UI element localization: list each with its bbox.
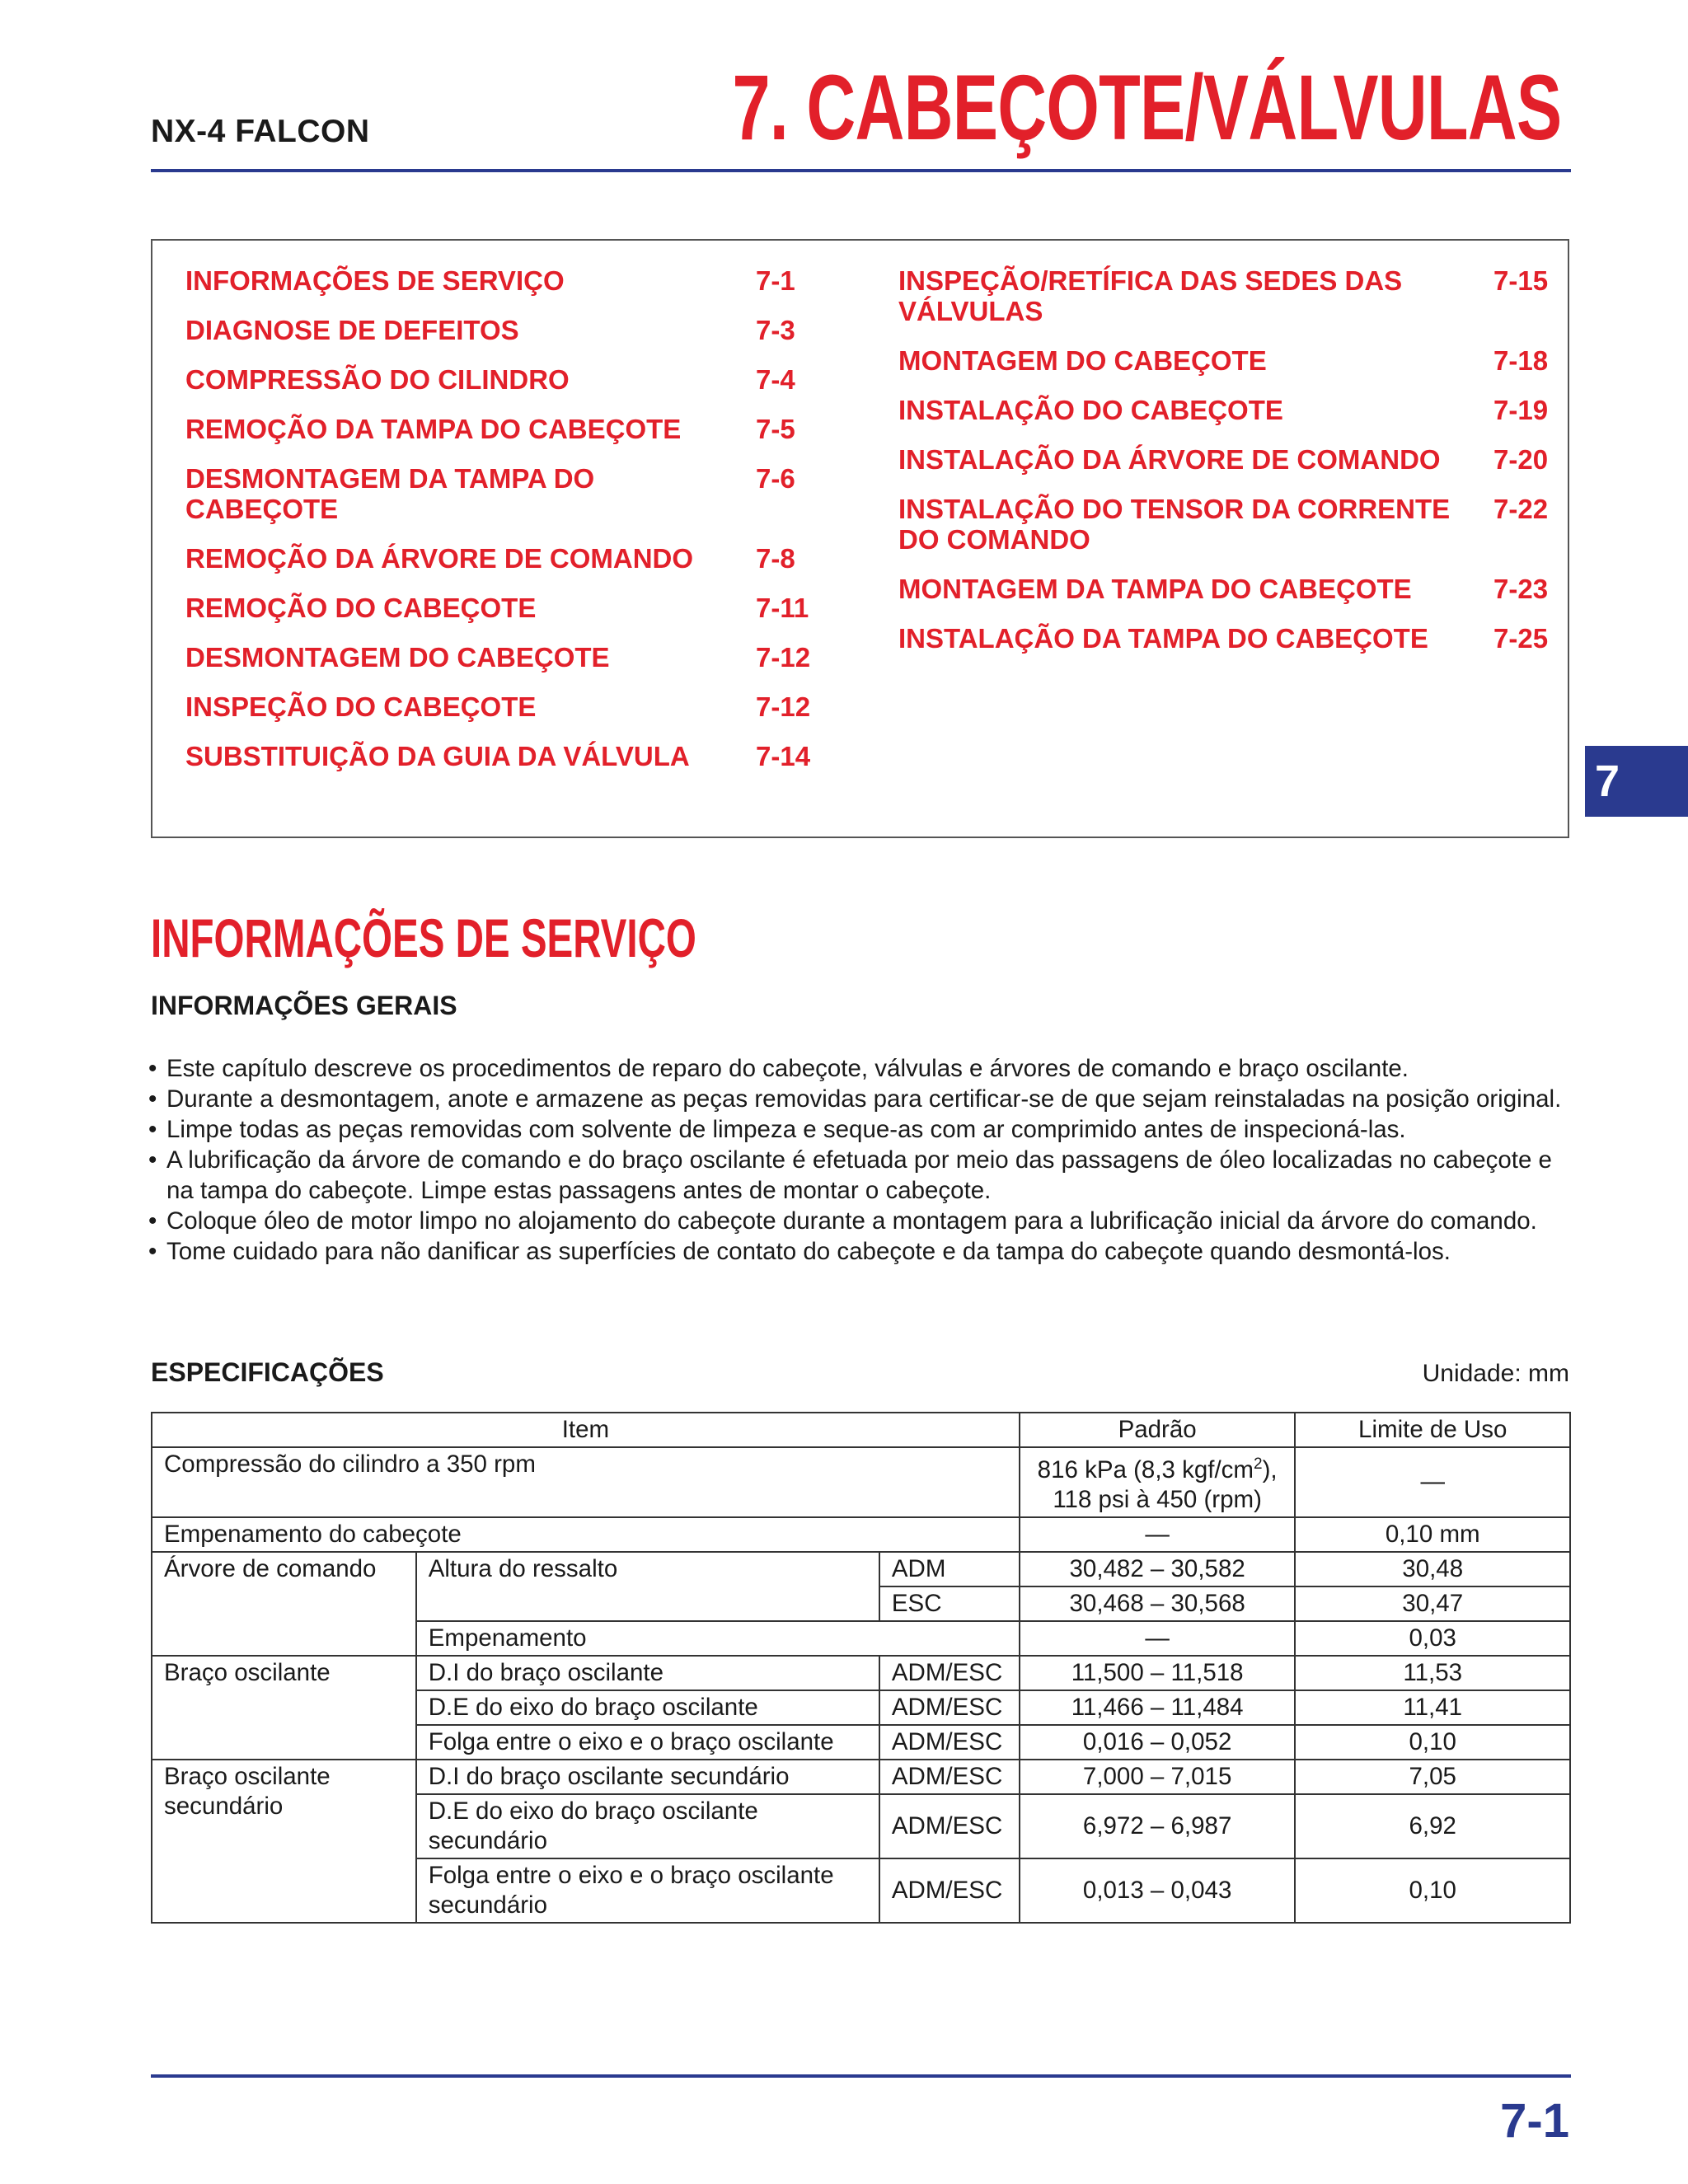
toc-page: 7-3	[756, 315, 795, 345]
toc-label: INSPEÇÃO/RETÍFICA DAS SEDES DAS VÁLVULAS	[898, 265, 1403, 326]
table-cell: 11,41	[1295, 1690, 1570, 1725]
table-cell: 0,10 mm	[1295, 1517, 1570, 1552]
model-name: NX-4 FALCON	[151, 114, 370, 149]
toc-page: 7-4	[756, 364, 795, 395]
chapter-tab-label: 7	[1595, 757, 1620, 806]
toc-entry[interactable]	[898, 574, 1550, 604]
toc-label: INSTALAÇÃO DA ÁRVORE DE COMANDO	[898, 444, 1441, 475]
table-cell: ADM/ESC	[879, 1725, 1020, 1760]
toc-entry[interactable]	[898, 265, 1550, 326]
table-cell: ADM/ESC	[879, 1794, 1020, 1858]
table-cell: ADM/ESC	[879, 1760, 1020, 1794]
table-cell: 0,10	[1295, 1725, 1570, 1760]
table-cell: ADM/ESC	[879, 1690, 1020, 1725]
toc-entry[interactable]	[185, 364, 812, 395]
toc-page: 7-25	[1493, 623, 1549, 654]
toc-label: INSPEÇÃO DO CABEÇOTE	[185, 691, 537, 722]
toc-label: INSTALAÇÃO DA TAMPA DO CABEÇOTE	[898, 623, 1428, 654]
toc-page: 7-12	[756, 642, 811, 673]
table-cell: D.E do eixo do braço oscilante secundário	[416, 1794, 879, 1858]
table-row	[152, 1552, 1570, 1586]
table-cell: Empenamento do cabeçote	[152, 1517, 1020, 1552]
table-of-contents	[151, 239, 1569, 838]
toc-page: 7-12	[756, 691, 811, 722]
standard-text: 118 psi à 450 (rpm)	[1053, 1485, 1262, 1513]
table-cell: 7,05	[1295, 1760, 1570, 1794]
table-cell: ADM/ESC	[879, 1858, 1020, 1923]
toc-entry[interactable]	[185, 315, 812, 345]
list-item: • A lubrificação da árvore de comando e do braço oscilante é efetuada por meio das passagens de óleo localizadas no cabeçote e na tampa do cabeçote. Limpe estas passagens antes de montar o cabeçote.	[148, 1145, 1574, 1206]
section-heading: INFORMAÇÕES DE SERVIÇO	[151, 907, 696, 968]
table-cell: Braço oscilante secundário	[152, 1760, 416, 1923]
toc-label: DESMONTAGEM DA TAMPA DO CABEÇOTE	[185, 463, 595, 524]
toc-entry[interactable]	[898, 623, 1550, 654]
list-item: • Durante a desmontagem, anote e armazene as peças removidas para certificar-se de que sejam reinstaladas na posição original.	[148, 1084, 1574, 1114]
table-cell: 6,972 – 6,987	[1020, 1794, 1296, 1858]
table-cell: ESC	[879, 1586, 1020, 1621]
table-cell: Altura do ressalto	[416, 1552, 879, 1621]
toc-label: REMOÇÃO DA ÁRVORE DE COMANDO	[185, 543, 694, 574]
toc-page: 7-6	[756, 463, 795, 494]
column-header-limit: Limite de Uso	[1295, 1413, 1570, 1447]
table-cell: —	[1295, 1447, 1570, 1517]
toc-entry[interactable]	[898, 345, 1550, 376]
list-item: • Este capítulo descreve os procedimentos de reparo do cabeçote, válvulas e árvores de comando e braço oscilante.	[148, 1053, 1574, 1084]
toc-label: REMOÇÃO DO CABEÇOTE	[185, 593, 537, 623]
toc-page: 7-8	[756, 543, 795, 574]
table-cell: ADM/ESC	[879, 1656, 1020, 1690]
toc-page: 7-5	[756, 414, 795, 444]
toc-page: 7-20	[1493, 444, 1549, 475]
toc-page: 7-15	[1493, 265, 1549, 296]
toc-entry[interactable]	[898, 444, 1550, 475]
table-row	[152, 1656, 1570, 1690]
list-item: • Tome cuidado para não danificar as superfícies de contato do cabeçote e da tampa do cabeçote quando desmontá-los.	[148, 1236, 1574, 1267]
table-cell: 7,000 – 7,015	[1020, 1760, 1296, 1794]
table-cell: —	[1020, 1517, 1296, 1552]
general-info-heading: INFORMAÇÕES GERAIS	[151, 991, 457, 1020]
table-row	[152, 1517, 1570, 1552]
toc-entry[interactable]	[185, 414, 812, 444]
toc-page: 7-11	[756, 593, 809, 623]
toc-label: REMOÇÃO DA TAMPA DO CABEÇOTE	[185, 414, 682, 444]
table-cell: 11,466 – 11,484	[1020, 1690, 1296, 1725]
table-cell: 0,10	[1295, 1858, 1570, 1923]
table-row	[152, 1447, 1570, 1517]
toc-label: MONTAGEM DA TAMPA DO CABEÇOTE	[898, 574, 1412, 604]
specifications-table	[151, 1412, 1571, 1924]
toc-entry[interactable]	[185, 741, 812, 771]
column-header-item: Item	[152, 1413, 1020, 1447]
specifications-heading: ESPECIFICAÇÕES	[151, 1357, 384, 1387]
toc-entry[interactable]	[185, 543, 812, 574]
toc-label: INFORMAÇÕES DE SERVIÇO	[185, 265, 565, 296]
toc-page: 7-23	[1493, 574, 1549, 604]
table-cell: Compressão do cilindro a 350 rpm	[152, 1447, 1020, 1517]
header-rule	[151, 169, 1571, 172]
toc-label: MONTAGEM DO CABEÇOTE	[898, 345, 1267, 376]
table-cell: 11,53	[1295, 1656, 1570, 1690]
list-item: • Limpe todas as peças removidas com solvente de limpeza e seque-as com ar comprimido antes de inspecioná-las.	[148, 1114, 1574, 1145]
toc-label: COMPRESSÃO DO CILINDRO	[185, 364, 570, 395]
table-cell: 0,03	[1295, 1621, 1570, 1656]
column-header-standard: Padrão	[1020, 1413, 1296, 1447]
standard-text: ),	[1262, 1455, 1278, 1483]
chapter-tab	[1585, 746, 1688, 817]
superscript: 2	[1254, 1455, 1263, 1473]
table-cell	[1020, 1447, 1296, 1517]
toc-column-left	[185, 265, 812, 790]
unit-label: Unidade: mm	[1422, 1360, 1569, 1387]
toc-column-right	[898, 265, 1550, 673]
toc-entry[interactable]	[898, 395, 1550, 425]
toc-label: DESMONTAGEM DO CABEÇOTE	[185, 642, 610, 673]
toc-page: 7-19	[1493, 395, 1549, 425]
toc-page: 7-22	[1493, 494, 1549, 524]
chapter-title: 7. CABEÇOTE/VÁLVULAS	[732, 56, 1561, 159]
toc-entry[interactable]	[185, 593, 812, 623]
table-cell: ADM	[879, 1552, 1020, 1586]
toc-page: 7-1	[756, 265, 795, 296]
table-cell: 0,013 – 0,043	[1020, 1858, 1296, 1923]
table-cell: 11,500 – 11,518	[1020, 1656, 1296, 1690]
toc-entry[interactable]	[185, 691, 812, 722]
toc-entry[interactable]	[185, 642, 812, 673]
table-cell: 30,468 – 30,568	[1020, 1586, 1296, 1621]
table-cell: Árvore de comando	[152, 1552, 416, 1656]
table-cell: 30,47	[1295, 1586, 1570, 1621]
table-cell: D.I do braço oscilante	[416, 1656, 879, 1690]
table-cell: Empenamento	[416, 1621, 1020, 1656]
table-header-row	[152, 1413, 1570, 1447]
footer-rule	[151, 2074, 1571, 2078]
table-cell: Folga entre o eixo e o braço oscilante	[416, 1725, 879, 1760]
toc-entry[interactable]	[898, 494, 1550, 555]
table-cell: Folga entre o eixo e o braço oscilante secundário	[416, 1858, 879, 1923]
table-cell: —	[1020, 1621, 1296, 1656]
toc-entry[interactable]	[185, 265, 812, 296]
table-cell: 30,482 – 30,582	[1020, 1552, 1296, 1586]
table-cell: 0,016 – 0,052	[1020, 1725, 1296, 1760]
toc-label: SUBSTITUIÇÃO DA GUIA DA VÁLVULA	[185, 741, 690, 771]
toc-label: DIAGNOSE DE DEFEITOS	[185, 315, 519, 345]
table-cell: 30,48	[1295, 1552, 1570, 1586]
standard-text: 816 kPa (8,3 kgf/cm	[1037, 1455, 1254, 1483]
toc-label: INSTALAÇÃO DO CABEÇOTE	[898, 395, 1283, 425]
list-item: • Coloque óleo de motor limpo no alojamento do cabeçote durante a montagem para a lubrificação inicial da árvore do comando.	[148, 1206, 1574, 1236]
table-cell: 6,92	[1295, 1794, 1570, 1858]
toc-page: 7-18	[1493, 345, 1549, 376]
table-cell: D.E do eixo do braço oscilante	[416, 1690, 879, 1725]
toc-page: 7-14	[756, 741, 811, 771]
table-row	[152, 1760, 1570, 1794]
toc-label: INSTALAÇÃO DO TENSOR DA CORRENTE DO COMANDO	[898, 494, 1451, 555]
general-info-list	[148, 1053, 1574, 1267]
table-cell: D.I do braço oscilante secundário	[416, 1760, 879, 1794]
table-cell: Braço oscilante	[152, 1656, 416, 1760]
toc-entry[interactable]	[185, 463, 812, 524]
page-number: 7-1	[1500, 2094, 1569, 2148]
